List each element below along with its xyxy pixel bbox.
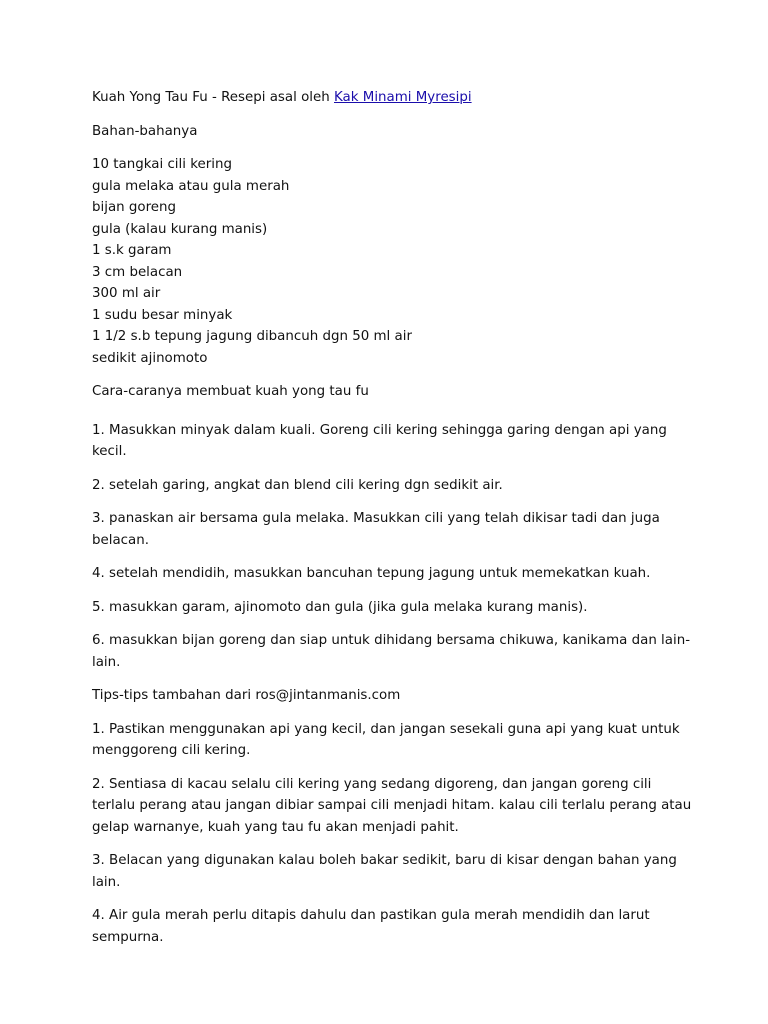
author-link[interactable]: Kak Minami Myresipi — [334, 90, 472, 105]
ingredient-item: 1 1/2 s.b tepung jagung dibancuh dgn 50 ml air — [92, 329, 412, 344]
tip-item: 2. Sentiasa di kacau selalu cili kering yang sedang digoreng, dan jangan goreng cili terlalu perang atau jangan dibiar sampai cili menjadi hitam. kalau cili terlalu perang atau gelap warnanye, kuah yang tau fu akan menjadi pahit. — [92, 776, 692, 835]
ingredient-item: bijan goreng — [92, 200, 177, 215]
ingredient-item: gula (kalau kurang manis) — [92, 221, 268, 237]
tip-item: 3. Belacan yang digunakan kalau boleh bakar sedikit, baru di kisar dengan bahan yang lain. — [92, 853, 677, 890]
method-step: 4. setelah mendidih, masukkan bancuhan tepung jagung untuk memekatkan kuah. — [92, 566, 651, 581]
tip-item: 1. Pastikan menggunakan api yang kecil, dan jangan sesekali guna api yang kuat untuk menggoreng cili kering. — [92, 721, 680, 758]
method-step: 5. masukkan garam, ajinomoto dan gula (jika gula melaka kurang manis). — [92, 599, 588, 615]
title-prefix: Kuah Yong Tau Fu - Resepi asal oleh — [92, 90, 334, 105]
ingredients-heading: Bahan-bahanya — [92, 123, 198, 139]
ingredient-item: 1 s.k garam — [92, 243, 172, 258]
recipe-title — [92, 87, 692, 109]
method-heading: Cara-caranya membuat kuah yong tau fu — [92, 384, 369, 399]
tip-item: 4. Air gula merah perlu ditapis dahulu dan pastikan gula merah mendidih dan larut sempurna. — [92, 908, 650, 945]
ingredient-item: gula melaka atau gula merah — [92, 178, 290, 194]
ingredient-item: 3 cm belacan — [92, 264, 183, 280]
tips-heading: Tips-tips tambahan dari ros@jintanmanis.com — [92, 688, 401, 703]
ingredients-list — [92, 154, 692, 369]
ingredient-item: 300 ml air — [92, 286, 161, 301]
method-step: 1. Masukkan minyak dalam kuali. Goreng cili kering sehingga garing dengan api yang kecil. — [92, 422, 667, 459]
method-step: 6. masukkan bijan goreng dan siap untuk dihidang bersama chikuwa, kanikama dan lain-lain. — [92, 633, 691, 670]
ingredient-item: 1 sudu besar minyak — [92, 307, 233, 323]
document-page — [92, 87, 692, 960]
ingredient-item: sedikit ajinomoto — [92, 350, 208, 366]
method-step: 3. panaskan air bersama gula melaka. Masukkan cili yang telah dikisar tadi dan juga belacan. — [92, 511, 660, 548]
ingredient-item: 10 tangkai cili kering — [92, 157, 232, 172]
method-step: 2. setelah garing, angkat dan blend cili kering dgn sedikit air. — [92, 477, 503, 493]
